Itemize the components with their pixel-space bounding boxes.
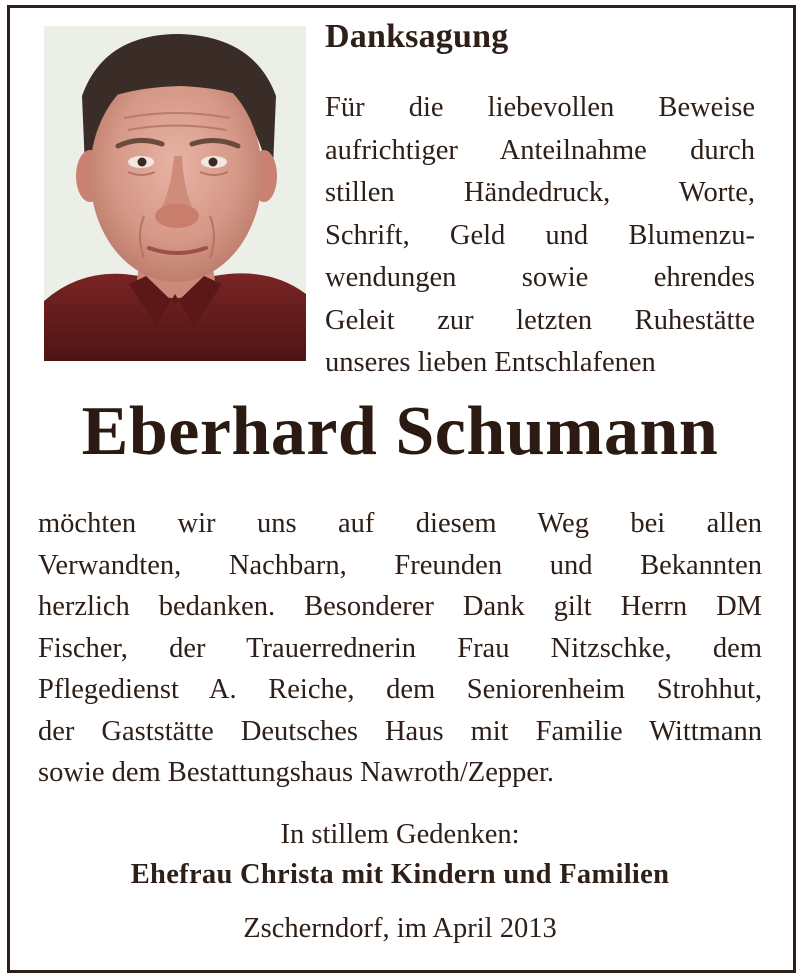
body-line: herzlich bedanken. Besonderer Dank gilt Herrn DM [38,591,762,622]
closing-remembrance: In stillem Gedenken: [280,819,520,850]
closing-signature: Ehefrau Christa mit Kindern und Familien [130,859,670,890]
intro-line: aufrichtiger Anteilnahme durch [325,134,755,166]
closing-block [0,815,800,949]
intro-paragraph [325,87,755,385]
intro-line: unseres lieben Entschlafenen [325,347,656,378]
body-line: Fischer, der Trauerrednerin Frau Nitzschke, dem [38,632,762,664]
portrait-photo [44,26,306,361]
body-line: sowie dem Bestattungshaus Nawroth/Zepper. [38,757,555,788]
intro-line: Für die liebevollen Beweise [325,92,755,123]
deceased-name: Eberhard Schumann [81,393,719,470]
body-paragraph [38,503,762,794]
intro-line: Geleit zur letzten Ruhestätte [325,304,755,336]
intro-line: Schrift, Geld und Blumenzu- [325,219,755,251]
portrait-image [44,26,306,361]
body-line: Pflegedienst A. Reiche, dem Seniorenheim Strohhut, [38,674,762,705]
notice-heading: Danksagung [325,18,509,55]
intro-line: wendungen sowie ehrendes [325,262,755,293]
intro-line: stillen Händedruck, Worte, [325,177,755,208]
body-line: Verwandten, Nachbarn, Freunden und Bekannten [38,549,762,581]
closing-place-date: Zscherndorf, im April 2013 [243,913,557,944]
body-line: möchten wir uns auf diesem Weg bei allen [38,508,762,539]
body-line: der Gaststätte Deutsches Haus mit Familie Wittmann [38,715,762,747]
